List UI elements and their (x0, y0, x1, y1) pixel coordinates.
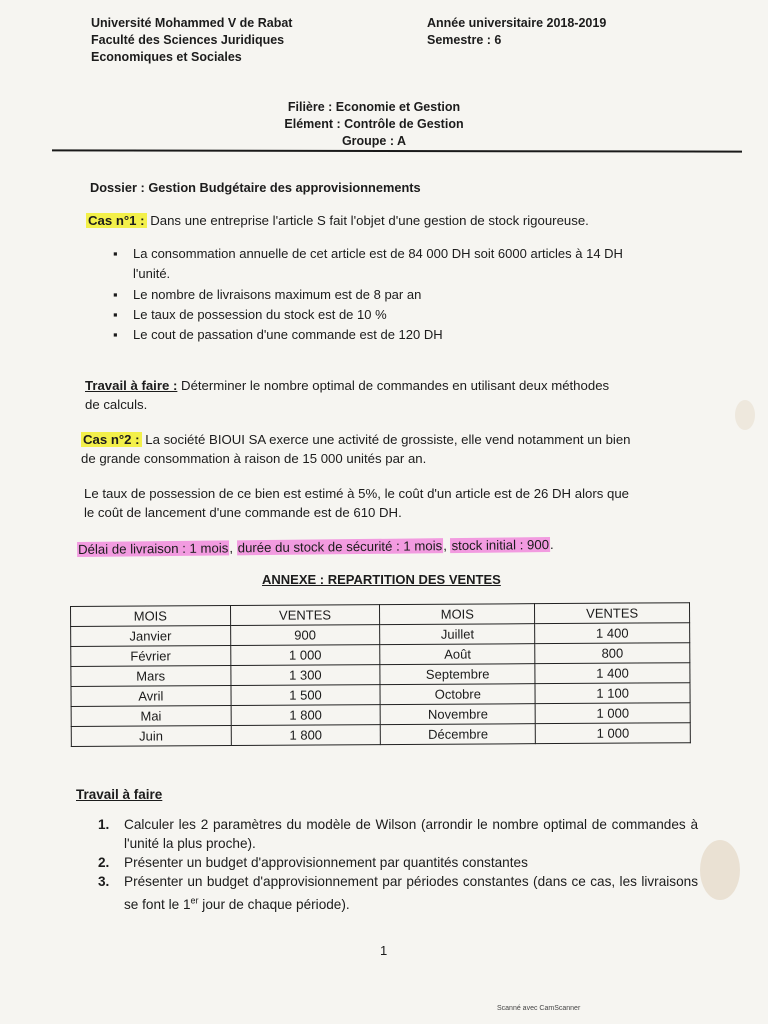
sales-cell: 1 000 (535, 703, 690, 724)
course-info (0, 99, 758, 150)
month-cell: Juillet (380, 624, 535, 645)
dossier-title: Dossier : Gestion Budgétaire des approvisionnements (90, 180, 421, 195)
filiere: Filière : Economie et Gestion (287, 100, 461, 114)
list-item (98, 872, 698, 914)
cas2-line1: La société BIOUI SA exerce une activité de grossiste, elle vend notamment un bien (141, 432, 631, 447)
duree-stock-securite: durée du stock de sécurité : 1 mois (237, 538, 443, 556)
header-ventes: VENTES (230, 605, 380, 626)
travail1-block (85, 376, 609, 414)
delai-livraison: Délai de livraison : 1 mois (78, 540, 229, 557)
university-header (91, 15, 292, 66)
sales-cell: 1 500 (231, 685, 381, 706)
task-list (98, 815, 698, 914)
cas2-para2-line2: le coût de lancement d'une commande est de 610 DH. (84, 505, 402, 520)
page-number: 1 (380, 943, 388, 958)
cas2-block (81, 430, 631, 468)
sales-cell: 1 400 (535, 623, 690, 644)
table-row (71, 723, 690, 747)
cas2-delivery-line: Délai de livraison : 1 mois, durée du stock de sécurité : 1 mois, stock initial : 900. (78, 537, 554, 557)
cas1-bullet-list (113, 244, 623, 345)
list-item (98, 853, 698, 872)
header-ventes: VENTES (535, 603, 690, 624)
faculty-name-cont: Economiques et Sociales (91, 50, 242, 64)
month-cell: Décembre (381, 724, 536, 745)
sales-cell: 1 300 (230, 665, 380, 686)
month-cell: Avril (71, 686, 231, 707)
month-cell: Juin (71, 726, 231, 747)
month-cell: Janvier (71, 626, 231, 647)
academic-year-header (427, 15, 606, 49)
paper-stain (735, 400, 755, 430)
element: Elément : Contrôle de Gestion (284, 117, 464, 131)
month-cell: Août (380, 644, 535, 665)
paper-stain (700, 840, 740, 900)
cas1-label: Cas n°1 : (88, 213, 145, 228)
semester: Semestre : 6 (427, 33, 502, 47)
task-number: 2. (98, 855, 110, 870)
task-text: Calculer les 2 paramètres du modèle de Wilson (arrondir le nombre optimal de commandes à l'unité la plus proche). (124, 817, 698, 851)
travail1-line2: de calculs. (85, 397, 148, 412)
month-cell: Février (71, 646, 231, 667)
sales-table (70, 602, 691, 747)
sales-cell: 800 (535, 643, 690, 664)
sales-cell: 1 000 (535, 723, 690, 744)
faculty-name: Faculté des Sciences Juridiques (91, 33, 285, 47)
task-number: 1. (98, 817, 110, 832)
header-mois: MOIS (380, 604, 535, 625)
list-item: ▪ Le taux de possession du stock est de 10 % (113, 305, 623, 325)
travail1-label: Travail à faire : (85, 378, 178, 393)
academic-year: Année universitaire 2018-2019 (427, 16, 607, 30)
list-item (98, 815, 698, 853)
groupe: Groupe : A (341, 134, 407, 148)
cas2-line2: de grande consommation à raison de 15 000 unités par an. (81, 451, 427, 466)
stock-initial: stock initial : 900 (451, 537, 550, 554)
task-text: Présenter un budget d'approvisionnement par périodes constantes (dans ce cas, les livraisons se font le 1er jour de chaque période). (124, 874, 698, 912)
month-cell: Mai (71, 706, 231, 727)
list-item: ▪ Le nombre de livraisons maximum est de 8 par an (113, 285, 623, 305)
list-item: ▪ La consommation annuelle de cet article est de 84 000 DH soit 6000 articles à 14 DH l'unité. (113, 244, 623, 284)
cas1-intro (86, 211, 589, 230)
cas1-text: Dans une entreprise l'article S fait l'objet d'une gestion de stock rigoureuse. (146, 213, 589, 228)
sales-cell: 1 800 (231, 725, 381, 746)
sales-cell: 1 000 (230, 645, 380, 666)
task-text: Présenter un budget d'approvisionnement par quantités constantes (124, 855, 528, 870)
month-cell: Novembre (380, 704, 535, 725)
month-cell: Mars (71, 666, 231, 687)
sales-cell: 900 (230, 625, 380, 646)
sales-cell: 1 100 (535, 683, 690, 704)
travail2-label: Travail à faire (76, 787, 163, 802)
annexe-title: ANNEXE : REPARTITION DES VENTES (262, 572, 501, 587)
university-name: Université Mohammed V de Rabat (91, 16, 293, 30)
month-cell: Octobre (380, 684, 535, 705)
header-divider (52, 149, 742, 152)
list-item: ▪ Le cout de passation d'une commande est de 120 DH (113, 325, 623, 345)
travail1-line1: Déterminer le nombre optimal de commandes en utilisant deux méthodes (177, 378, 610, 393)
cas2-paragraph2 (84, 484, 629, 522)
sales-cell: 1 400 (535, 663, 690, 684)
cas2-label: Cas n°2 : (83, 432, 140, 447)
sales-cell: 1 800 (231, 705, 381, 726)
cas2-para2-line1: Le taux de possession de ce bien est estimé à 5%, le coût d'un article est de 26 DH alors que (84, 486, 629, 501)
month-cell: Septembre (380, 664, 535, 685)
scanner-footer: Scanné avec CamScanner (497, 1005, 581, 1012)
header-mois: MOIS (71, 606, 231, 627)
task-number: 3. (98, 874, 110, 889)
